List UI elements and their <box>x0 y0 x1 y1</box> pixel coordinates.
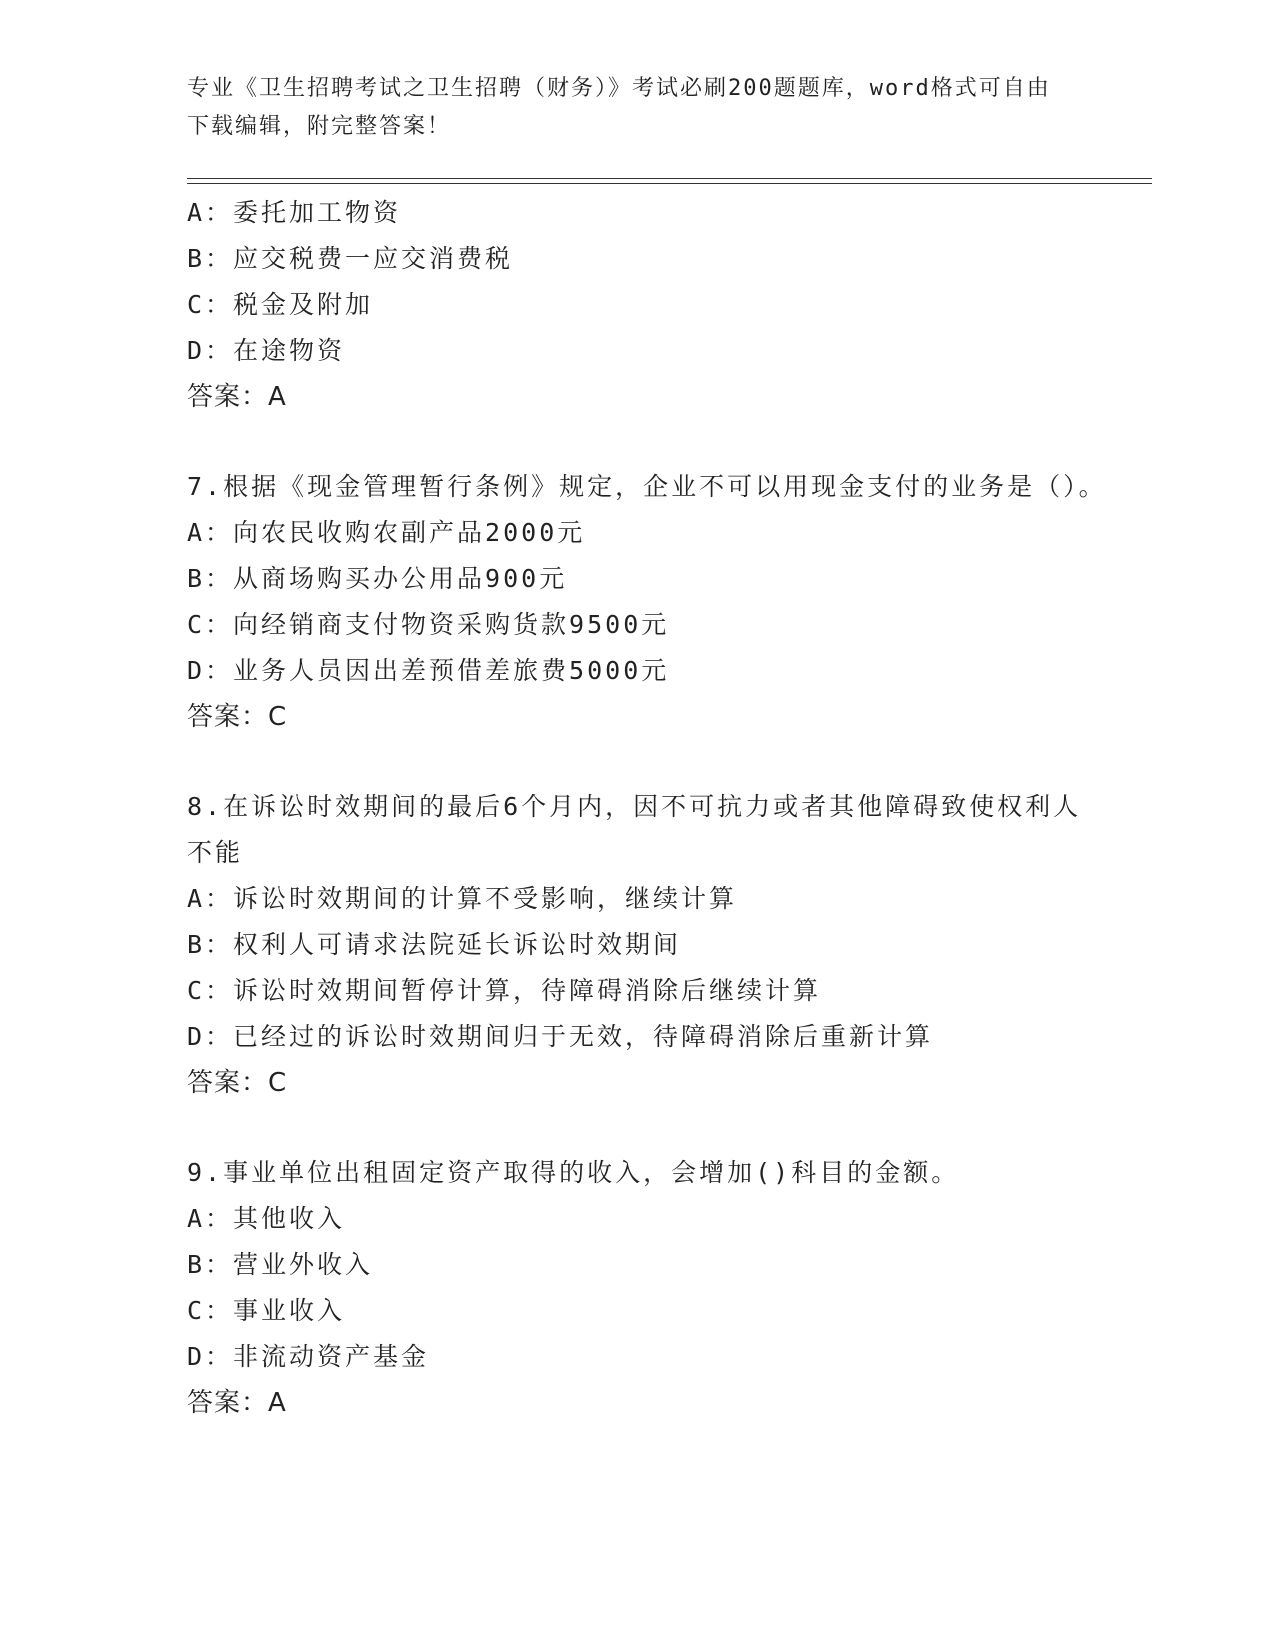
option-b: B：权利人可请求法院延长诉讼时效期间 <box>187 930 682 959</box>
option-a: A：诉讼时效期间的计算不受影响，继续计算 <box>187 884 738 913</box>
option-c: C：向经销商支付物资采购货款9500元 <box>187 610 670 639</box>
question-block-8 <box>187 784 1107 1106</box>
option-b: B：从商场购买办公用品900元 <box>187 564 568 593</box>
question-list <box>187 190 1107 1426</box>
answer-line: 答案：C <box>187 1068 288 1098</box>
option-b: B：应交税费一应交消费税 <box>187 244 514 273</box>
option-c: C：税金及附加 <box>187 290 374 319</box>
answer-line: 答案：A <box>187 1388 287 1418</box>
option-d: D：业务人员因出差预借差旅费5000元 <box>187 656 670 685</box>
option-a: A：向农民收购农副产品2000元 <box>187 518 586 547</box>
document-header: 专业《卫生招聘考试之卫生招聘（财务）》考试必刷200题题库，word格式可自由下载编辑，附完整答案！ <box>187 76 1051 139</box>
header-rule-bottom <box>187 183 1152 184</box>
option-a: A：其他收入 <box>187 1204 346 1233</box>
question-text: 7.根据《现金管理暂行条例》规定，企业不可以用现金支付的业务是（）。 <box>187 472 1107 501</box>
option-a: A：委托加工物资 <box>187 198 402 227</box>
question-block-7 <box>187 464 1107 740</box>
option-c: C：诉讼时效期间暂停计算，待障碍消除后继续计算 <box>187 976 822 1005</box>
option-b: B：营业外收入 <box>187 1250 374 1279</box>
question-block-6 <box>187 190 1107 420</box>
question-block-9 <box>187 1150 1107 1426</box>
answer-line: 答案：C <box>187 702 288 732</box>
option-c: C：事业收入 <box>187 1296 346 1325</box>
question-text: 9.事业单位出租固定资产取得的收入，会增加()科目的金额。 <box>187 1158 960 1187</box>
option-d: D：非流动资产基金 <box>187 1342 430 1371</box>
option-d: D：已经过的诉讼时效期间归于无效，待障碍消除后重新计算 <box>187 1022 934 1051</box>
header-rule-top <box>187 178 1152 179</box>
question-text: 8.在诉讼时效期间的最后6个月内，因不可抗力或者其他障碍致使权利人不能 <box>187 792 1082 867</box>
answer-line: 答案：A <box>187 382 287 412</box>
option-d: D：在途物资 <box>187 336 346 365</box>
